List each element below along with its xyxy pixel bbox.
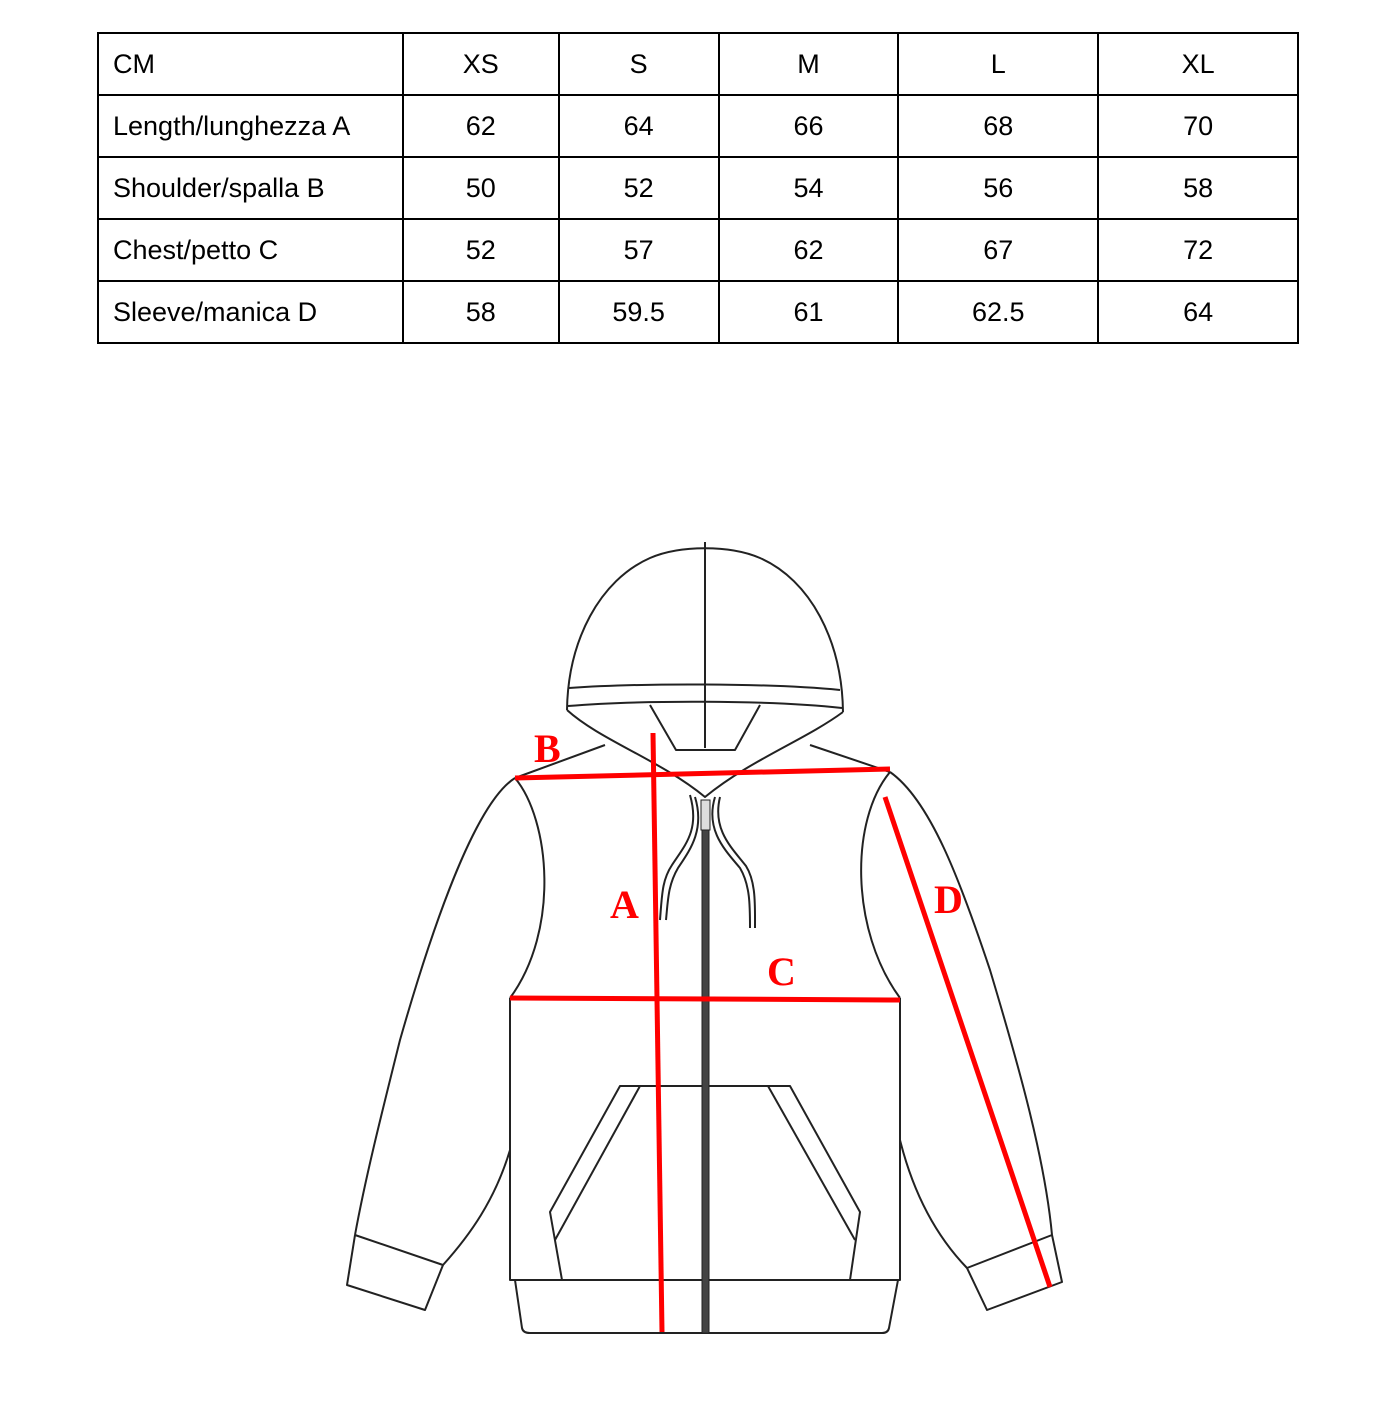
table-cell: 57	[559, 219, 719, 281]
table-cell: 58	[403, 281, 559, 343]
zipper-pull	[701, 800, 710, 830]
header-cell: XL	[1098, 33, 1298, 95]
table-cell: 52	[559, 157, 719, 219]
table-cell: 52	[403, 219, 559, 281]
label-b: B	[534, 726, 561, 771]
table-cell: 62	[403, 95, 559, 157]
table-cell: 67	[898, 219, 1098, 281]
sleeve-line-d	[885, 797, 1050, 1287]
header-cell: S	[559, 33, 719, 95]
row-label: Length/lunghezza A	[98, 95, 403, 157]
table-cell: 62.5	[898, 281, 1098, 343]
header-cell: CM	[98, 33, 403, 95]
length-line-a	[653, 733, 662, 1332]
header-cell: L	[898, 33, 1098, 95]
table-cell: 59.5	[559, 281, 719, 343]
row-label: Chest/petto C	[98, 219, 403, 281]
measurement-lines	[510, 733, 1050, 1332]
label-c: C	[767, 949, 796, 994]
row-label: Sleeve/manica D	[98, 281, 403, 343]
table-cell: 68	[898, 95, 1098, 157]
row-label: Shoulder/spalla B	[98, 157, 403, 219]
table-cell: 62	[719, 219, 899, 281]
chest-line-c	[510, 998, 900, 1000]
table-cell: 58	[1098, 157, 1298, 219]
shoulder-line-b	[515, 769, 890, 778]
table-cell: 70	[1098, 95, 1298, 157]
table-cell: 54	[719, 157, 899, 219]
table-cell: 50	[403, 157, 559, 219]
table-cell: 66	[719, 95, 899, 157]
label-d: D	[934, 877, 963, 922]
table-cell: 64	[559, 95, 719, 157]
table-cell: 72	[1098, 219, 1298, 281]
table-cell: 61	[719, 281, 899, 343]
table-cell: 56	[898, 157, 1098, 219]
label-a: A	[610, 882, 639, 927]
zipper	[702, 800, 709, 1333]
table-cell: 64	[1098, 281, 1298, 343]
header-cell: M	[719, 33, 899, 95]
header-cell: XS	[403, 33, 559, 95]
